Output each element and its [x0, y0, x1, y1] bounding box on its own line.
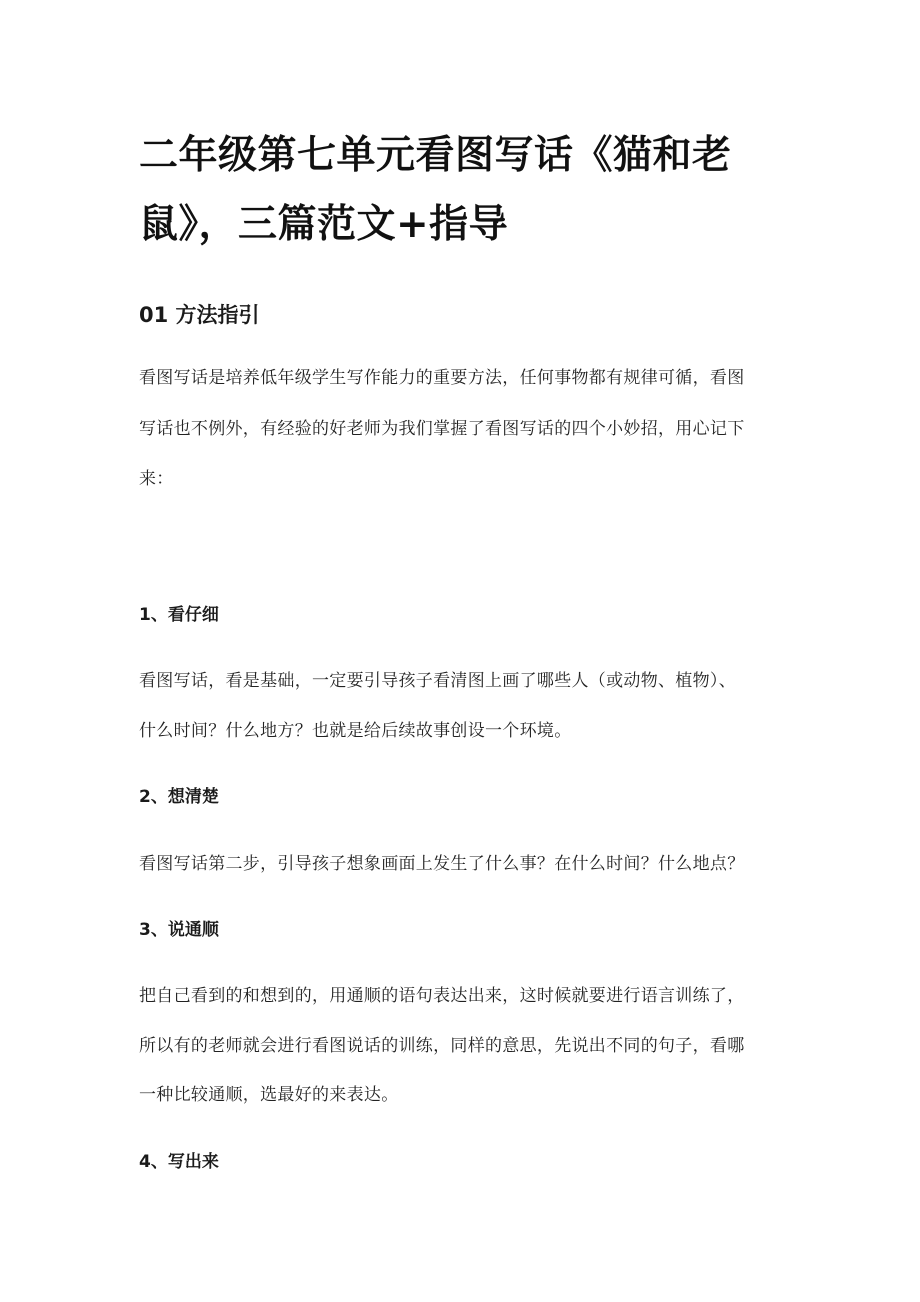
step-4-heading: 4、写出来: [139, 1152, 219, 1172]
step-1-paragraph-line-2: 什么时间？什么地方？也就是给后续故事创设一个环境。: [139, 721, 572, 741]
step-3-paragraph-line-2: 所以有的老师就会进行看图说话的训练，同样的意思，先说出不同的句子，看哪: [139, 1036, 745, 1056]
step-2-heading: 2、想清楚: [139, 787, 219, 807]
document-title-line-1: 二年级第七单元看图写话《猫和老: [139, 133, 732, 178]
step-2-paragraph-line-1: 看图写话第二步，引导孩子想象画面上发生了什么事？在什么时间？什么地点？: [139, 854, 745, 874]
step-1-heading: 1、看仔细: [139, 605, 219, 625]
document-title-line-2: 鼠》，三篇范文+指导: [139, 202, 509, 247]
step-3-paragraph-line-3: 一种比较通顺，选最好的来表达。: [139, 1085, 399, 1105]
intro-paragraph-line-3: 来：: [139, 469, 174, 489]
step-3-paragraph-line-1: 把自己看到的和想到的，用通顺的语句表达出来，这时候就要进行语言训练了，: [139, 986, 745, 1006]
step-3-heading: 3、说通顺: [139, 920, 219, 940]
section-heading-method-guide: 01 方法指引: [139, 303, 260, 327]
intro-paragraph-line-2: 写话也不例外，有经验的好老师为我们掌握了看图写话的四个小妙招，用心记下: [139, 419, 745, 439]
step-1-paragraph-line-1: 看图写话，看是基础，一定要引导孩子看清图上画了哪些人（或动物、植物）、: [139, 671, 736, 691]
intro-paragraph-line-1: 看图写话是培养低年级学生写作能力的重要方法，任何事物都有规律可循，看图: [139, 368, 745, 388]
